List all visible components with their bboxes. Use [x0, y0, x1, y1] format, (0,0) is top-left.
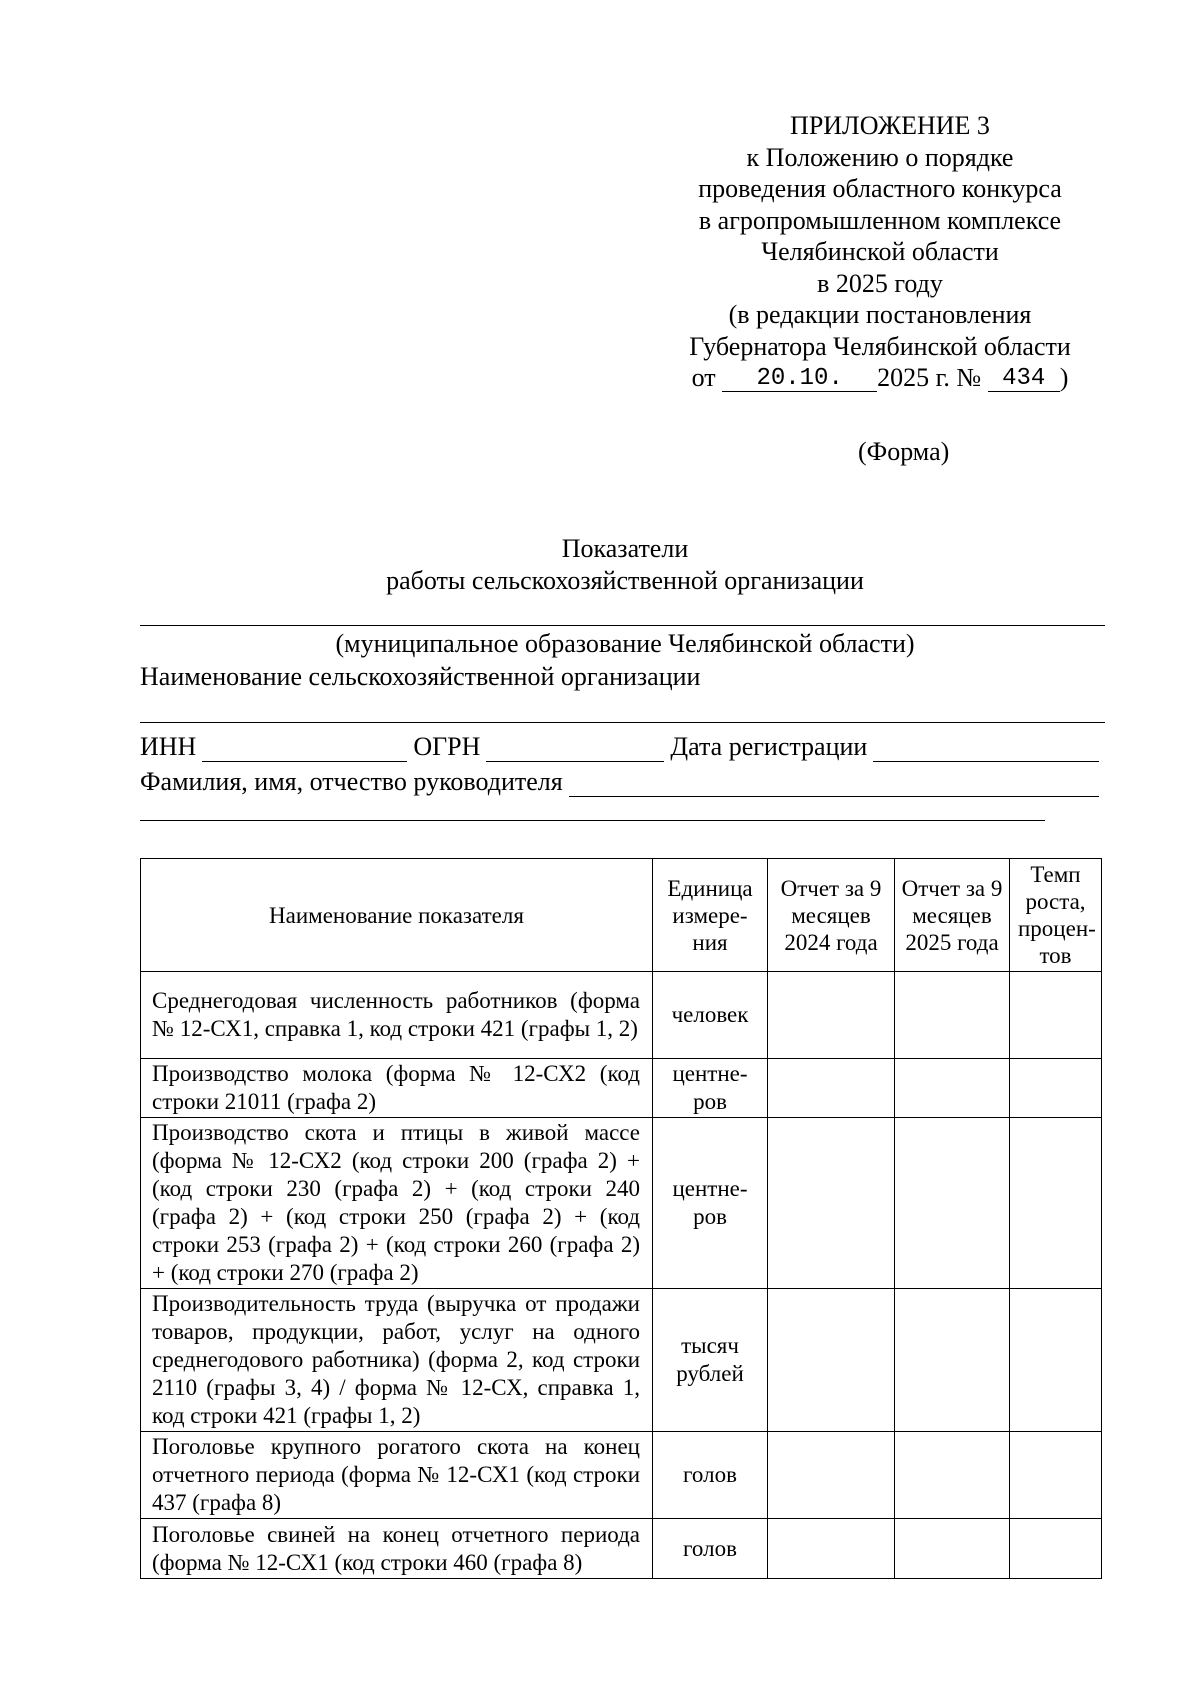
- title-line-2: работы сельскохозяйственной организации: [386, 566, 864, 595]
- appendix-line: (в редакции постановления: [728, 300, 1032, 329]
- director-label: Фамилия, имя, отчество руководителя: [140, 767, 563, 796]
- indicator-name: Производительность труда (выручка от продажи товаров, продукции, работ, услуг на одного среднегодового работника) (форма 2, код строки 2110 (графы 3, 4) / форма № 12-СХ, справка 1, код строки 421 (графы 1, 2): [141, 1289, 653, 1432]
- resolution-date-value: 20.10.: [722, 367, 877, 392]
- appendix-line: Губернатора Челябинской области: [689, 331, 1071, 361]
- indicator-name: Поголовье крупного рогатого скота на конец отчетного периода (форма № 12-СХ1 (код строки 437 (графа 8): [141, 1432, 653, 1519]
- table-row: [141, 1118, 1102, 1289]
- indicator-unit: голов: [653, 1432, 768, 1519]
- cell-growth[interactable]: [1010, 972, 1102, 1059]
- indicator-name: Среднегодовая численность работников (форма № 12-СХ1, справка 1, код строки 421 (графы 1, 2): [141, 972, 653, 1059]
- cell-2024[interactable]: [768, 1289, 895, 1432]
- reg-date-field[interactable]: [873, 737, 1099, 762]
- appendix-line: в 2025 году: [817, 268, 943, 298]
- appendix-line: проведения областного конкурса: [698, 174, 1062, 203]
- indicator-name: Производство скота и птицы в живой массе (форма № 12-СХ2 (код строки 200 (графа 2) + (код строки 230 (графа 2) + (код строки 240 (графа 2) + (код строки 250 (графа 2) + (код строки 253 (графа 2) + (код строки 260 (графа 2) + (код строки 270 (графа 2): [141, 1118, 653, 1289]
- cell-2024[interactable]: [768, 1519, 895, 1579]
- indicator-unit: голов: [653, 1519, 768, 1579]
- appendix-title: ПРИЛОЖЕНИЕ 3: [790, 111, 990, 140]
- municipality-caption: (муниципальное образование Челябинской области): [335, 629, 915, 658]
- header-indicator-name: Наименование показателя: [141, 859, 653, 972]
- cell-2025[interactable]: [895, 1289, 1010, 1432]
- inn-field[interactable]: [202, 737, 407, 762]
- document-title: [140, 533, 1110, 597]
- cell-2025[interactable]: [895, 1519, 1010, 1579]
- header-growth-rate: Темп роста, процен- тов: [1010, 859, 1102, 972]
- indicator-unit: тысяч рублей: [653, 1289, 768, 1432]
- table-row: [141, 1519, 1102, 1579]
- director-blank-line-2[interactable]: [140, 820, 1045, 821]
- cell-2024[interactable]: [768, 972, 895, 1059]
- date-mid: 2025 г. №: [877, 363, 982, 392]
- cell-2025[interactable]: [895, 1118, 1010, 1289]
- appendix-line: Челябинской области: [761, 237, 999, 266]
- appendix-line: в агропромышленном комплексе: [698, 205, 1062, 235]
- director-field[interactable]: [569, 772, 1099, 797]
- cell-2025[interactable]: [895, 1432, 1010, 1519]
- municipality-blank-line[interactable]: [140, 625, 1105, 626]
- cell-2024[interactable]: [768, 1432, 895, 1519]
- table-row: [141, 1059, 1102, 1118]
- indicator-name: Поголовье свиней на конец отчетного периода (форма № 12-СХ1 (код строки 460 (графа 8): [141, 1519, 653, 1579]
- header-report-2024: Отчет за 9 месяцев 2024 года: [768, 859, 895, 972]
- indicator-unit: центне- ров: [653, 1059, 768, 1118]
- cell-growth[interactable]: [1010, 1519, 1102, 1579]
- requisites-line: [140, 728, 1105, 762]
- form-label: (Форма): [858, 437, 950, 466]
- reg-date-label: Дата регистрации: [670, 732, 868, 761]
- inn-label: ИНН: [140, 732, 197, 761]
- cell-growth[interactable]: [1010, 1289, 1102, 1432]
- table-header-row: [141, 859, 1102, 972]
- cell-2024[interactable]: [768, 1059, 895, 1118]
- appendix-line: к Положению о порядке: [746, 142, 1014, 172]
- header-report-2025: Отчет за 9 месяцев 2025 года: [895, 859, 1010, 972]
- org-name-label: Наименование сельскохозяйственной организации: [140, 662, 701, 691]
- table-row: [141, 1432, 1102, 1519]
- date-suffix: ): [1059, 363, 1069, 392]
- indicator-unit: человек: [653, 972, 768, 1059]
- cell-2025[interactable]: [895, 972, 1010, 1059]
- table-row: [141, 972, 1102, 1059]
- org-name-blank-line[interactable]: [140, 722, 1105, 723]
- resolution-date-line: [692, 362, 1069, 394]
- director-line: [140, 763, 1105, 797]
- cell-growth[interactable]: [1010, 1118, 1102, 1289]
- resolution-number-value: 434: [988, 367, 1060, 392]
- cell-2024[interactable]: [768, 1118, 895, 1289]
- appendix-header: [640, 110, 1120, 394]
- ogrn-field[interactable]: [486, 737, 664, 762]
- title-line-1: Показатели: [561, 534, 689, 563]
- cell-growth[interactable]: [1010, 1059, 1102, 1118]
- table-row: [141, 1289, 1102, 1432]
- ogrn-label: ОГРН: [413, 732, 481, 761]
- cell-2025[interactable]: [895, 1059, 1010, 1118]
- indicator-unit: центне- ров: [653, 1118, 768, 1289]
- cell-growth[interactable]: [1010, 1432, 1102, 1519]
- indicators-table: [140, 858, 1102, 1579]
- date-prefix: от: [691, 363, 716, 392]
- header-unit: Единица измере- ния: [653, 859, 768, 972]
- indicator-name: Производство молока (форма № 12-СХ2 (код строки 21011 (графа 2): [141, 1059, 653, 1118]
